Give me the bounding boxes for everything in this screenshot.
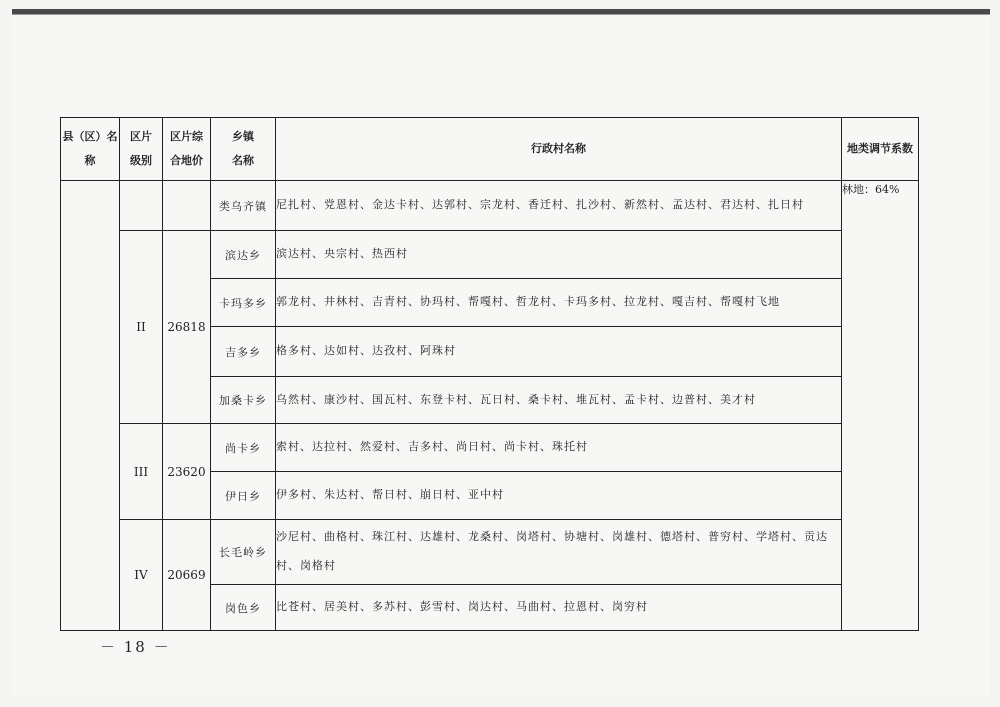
town-cell: 吉多乡 xyxy=(211,327,276,377)
villages-cell: 沙尼村、曲格村、珠江村、达雄村、龙桑村、岗塔村、协塘村、岗雄村、德塔村、普穷村、学塔村、贡达村、岗格村 xyxy=(276,520,842,585)
zone-level-cell: II xyxy=(120,231,163,424)
table-row xyxy=(61,231,919,279)
zone-price-cell: 20669 xyxy=(163,520,211,631)
table-row xyxy=(61,520,919,585)
villages-cell: 比苍村、居美村、多苏村、彭雪村、岗达村、马曲村、拉恩村、岗穷村 xyxy=(276,585,842,631)
villages-cell: 格多村、达如村、达孜村、阿珠村 xyxy=(276,327,842,377)
level-cell xyxy=(120,181,163,231)
town-cell: 长毛岭乡 xyxy=(211,520,276,585)
villages-cell: 郭龙村、井林村、吉青村、协玛村、帮嘎村、哲龙村、卡玛多村、拉龙村、嘎吉村、帮嘎村飞地 xyxy=(276,279,842,327)
town-cell: 岗色乡 xyxy=(211,585,276,631)
county-cell xyxy=(61,181,120,631)
town-cell: 尚卡乡 xyxy=(211,424,276,472)
zone-level-cell: IV xyxy=(120,520,163,631)
header-level: 区片 级别 xyxy=(120,118,163,181)
villages-cell: 伊多村、朱达村、帮日村、崩日村、亚中村 xyxy=(276,472,842,520)
land-price-table xyxy=(60,117,919,631)
page-number: － 18 － xyxy=(100,638,171,656)
villages-cell: 索村、达拉村、然爱村、吉多村、尚日村、尚卡村、珠托村 xyxy=(276,424,842,472)
header-coefficient: 地类调节系数 xyxy=(842,118,919,181)
town-cell: 类乌齐镇 xyxy=(211,181,276,231)
zone-level-cell: III xyxy=(120,424,163,520)
header-row xyxy=(61,118,919,181)
town-cell: 滨达乡 xyxy=(211,231,276,279)
header-villages: 行政村名称 xyxy=(276,118,842,181)
town-cell: 伊日乡 xyxy=(211,472,276,520)
town-cell: 加桑卡乡 xyxy=(211,377,276,424)
price-cell xyxy=(163,181,211,231)
table-row xyxy=(61,181,919,231)
coefficient-cell: 林地：64% xyxy=(842,181,919,631)
header-town: 乡镇 名称 xyxy=(211,118,276,181)
table-row xyxy=(61,424,919,472)
zone-price-cell: 23620 xyxy=(163,424,211,520)
villages-cell: 尼扎村、党恩村、金达卡村、达郭村、宗龙村、香迁村、扎沙村、新然村、孟达村、君达村、扎日村 xyxy=(276,181,842,231)
town-cell: 卡玛多乡 xyxy=(211,279,276,327)
villages-cell: 乌然村、康沙村、国瓦村、东登卡村、瓦日村、桑卡村、堆瓦村、孟卡村、边普村、美才村 xyxy=(276,377,842,424)
villages-cell: 滨达村、央宗村、热西村 xyxy=(276,231,842,279)
header-price: 区片综 合地价 xyxy=(163,118,211,181)
zone-price-cell: 26818 xyxy=(163,231,211,424)
header-county: 县（区）名 称 xyxy=(61,118,120,181)
